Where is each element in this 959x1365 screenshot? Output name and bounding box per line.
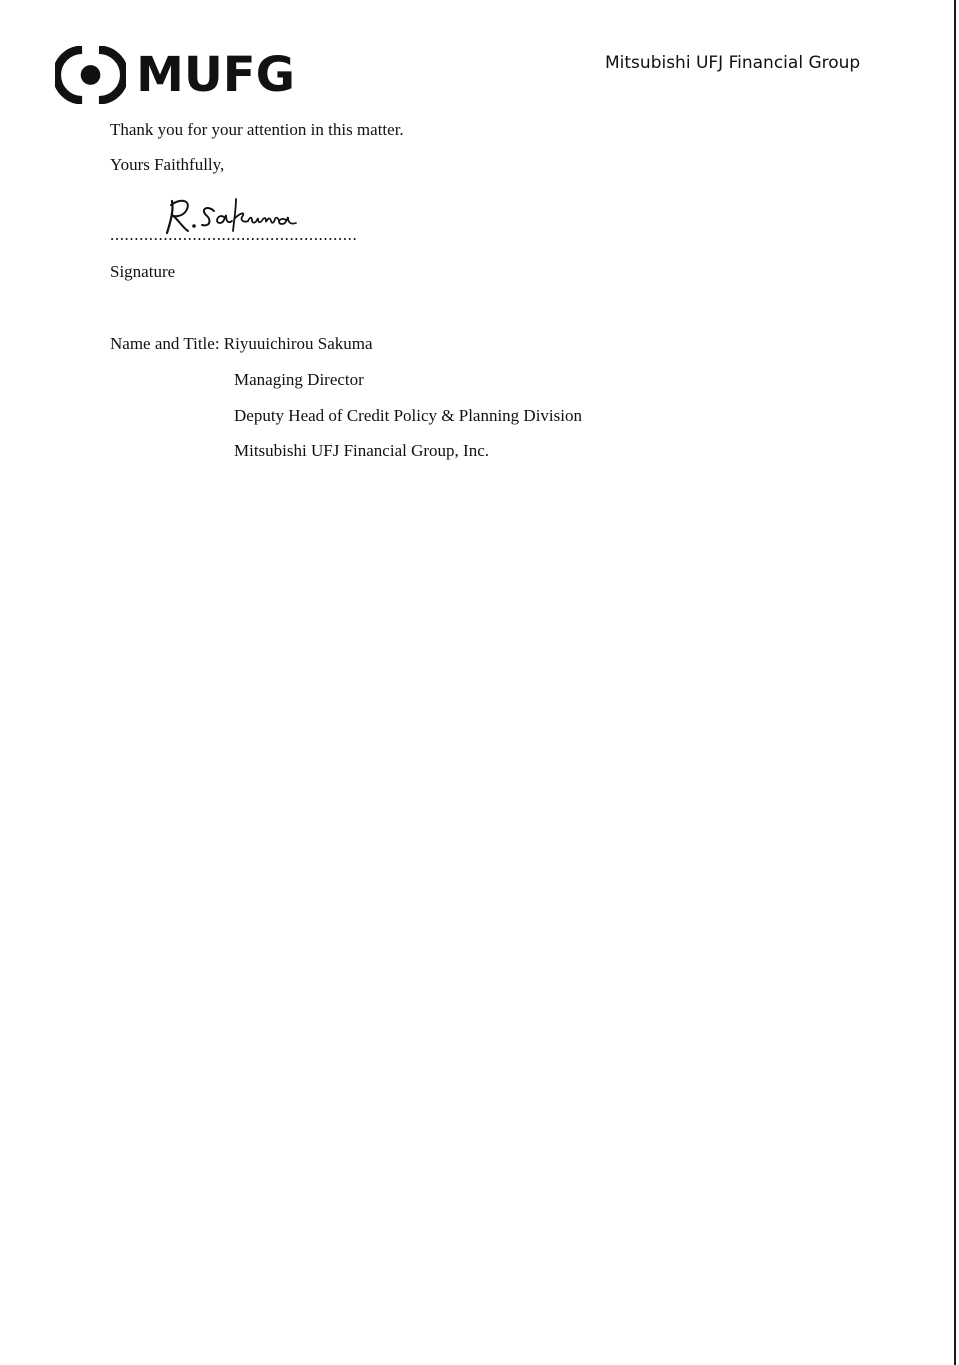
logo-wordmark: MUFG [136,47,295,103]
sign-off: Yours Faithfully, [110,155,225,174]
page-edge-line [954,0,956,1365]
title-line-3: Mitsubishi UFJ Financial Group, Inc. [234,441,489,460]
title-line-2: Deputy Head of Credit Policy & Planning Division [234,406,582,425]
name-and-title: Name and Title: Riyuuichirou Sakuma [110,334,373,353]
closing-line: Thank you for your attention in this matter. [110,120,404,139]
signature-label: Signature [110,262,176,281]
title-line-1: Managing Director [234,370,364,389]
mufg-logo [55,44,295,106]
signature-line: ................................................... [110,225,358,244]
company-name-header: Mitsubishi UFJ Financial Group [605,53,861,73]
mufg-logo-icon [55,46,126,104]
